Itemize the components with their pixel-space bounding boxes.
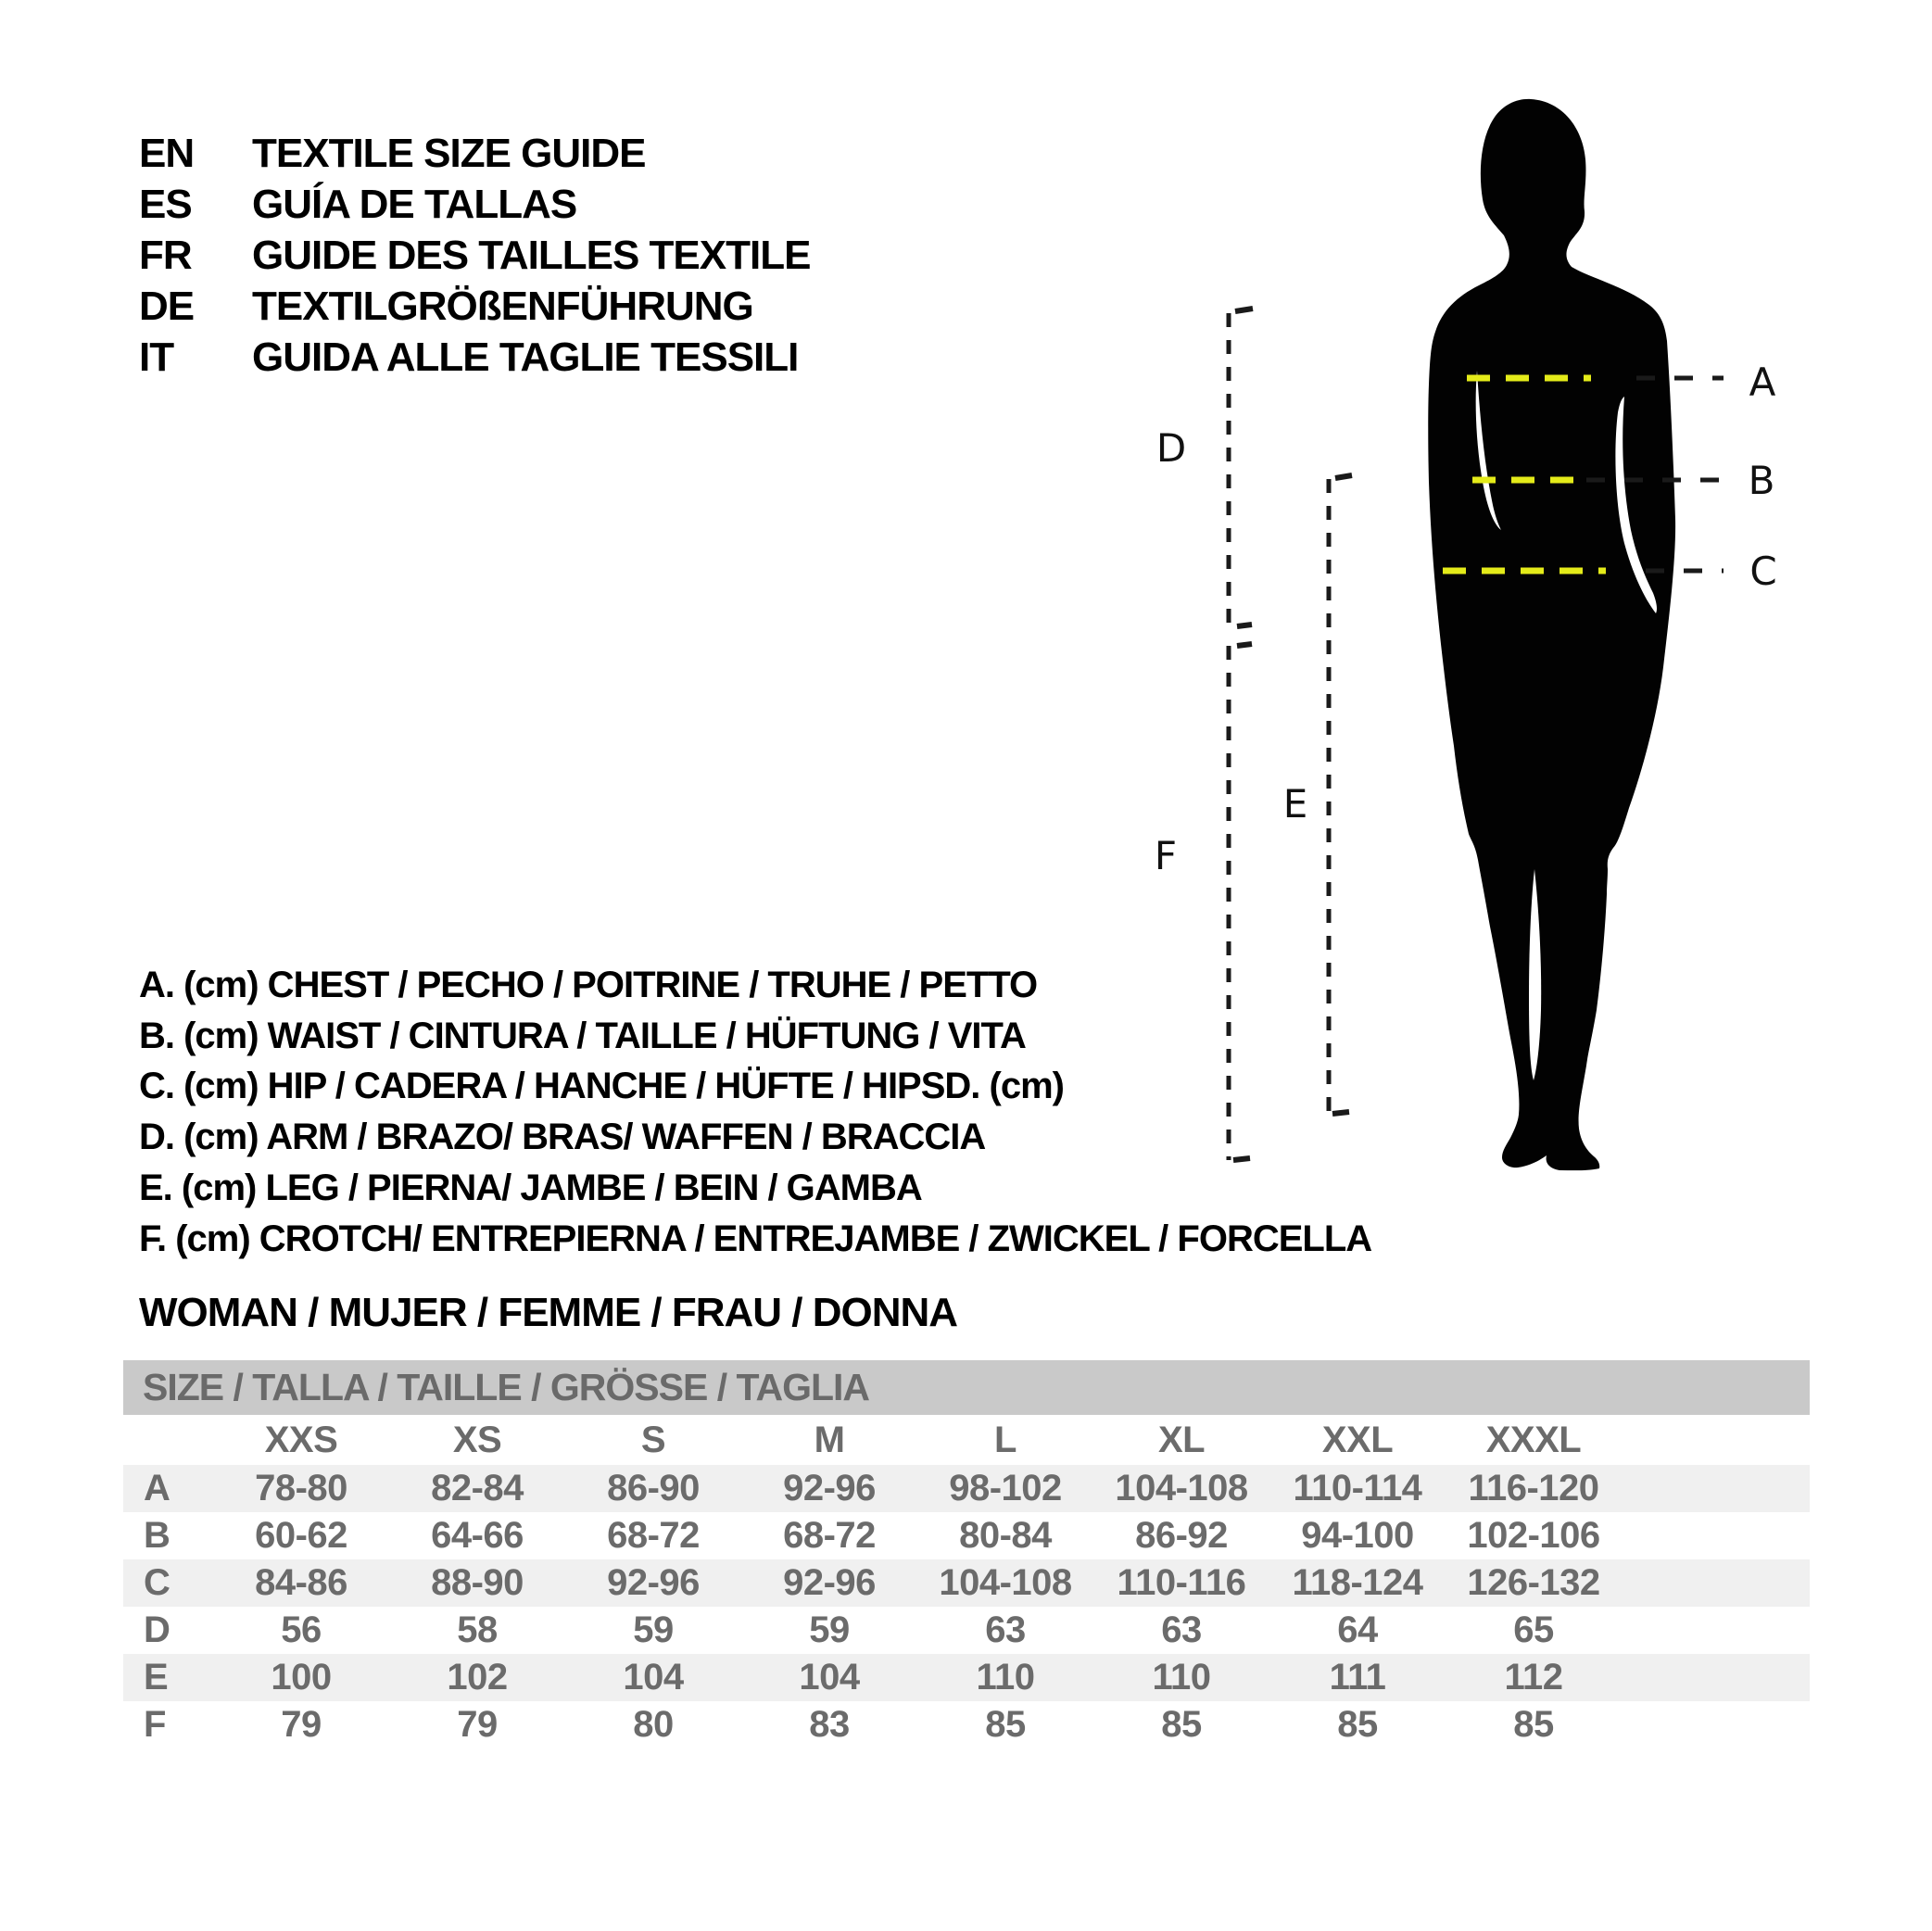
- legend-item: C. (cm) HIP / CADERA / HANCHE / HÜFTE / HIPSD. (cm): [139, 1066, 1064, 1107]
- label-crotch: F: [1154, 833, 1178, 878]
- label-arm: D: [1155, 425, 1187, 471]
- measurement-value: 111: [1329, 1657, 1386, 1698]
- language-row: [139, 179, 810, 230]
- legend-item: F. (cm) CROTCH/ ENTREPIERNA / ENTREJAMBE / ZWICKEL / FORCELLA: [139, 1218, 1372, 1259]
- measurement-value: 110: [1152, 1657, 1211, 1698]
- language-row: [139, 230, 810, 281]
- measurement-value: 104-108: [939, 1562, 1072, 1603]
- size-table: [123, 1360, 1810, 1748]
- measurement-value: 112: [1504, 1657, 1563, 1698]
- measurement-value: 78-80: [255, 1468, 347, 1508]
- measurement-value: 79: [281, 1704, 322, 1745]
- measurement-value: 126-132: [1467, 1562, 1600, 1603]
- measurement-value: 80: [633, 1704, 674, 1745]
- measurement-value: 60-62: [255, 1515, 347, 1556]
- language-row: [139, 281, 810, 332]
- vertical-measure-lines: [1229, 313, 1329, 1160]
- gender-heading: WOMAN / MUJER / FEMME / FRAU / DONNA: [139, 1290, 958, 1335]
- measurement-value: 63: [1161, 1609, 1202, 1650]
- language-code: FR: [139, 233, 192, 278]
- measurement-value: 98-102: [949, 1468, 1062, 1508]
- measurement-value: 82-84: [431, 1468, 524, 1508]
- guide-title: GUIDE DES TAILLES TEXTILE: [252, 233, 811, 278]
- measurement-value: 59: [809, 1609, 850, 1650]
- table-row: [123, 1654, 1810, 1701]
- measurement-value: 92-96: [607, 1562, 700, 1603]
- size-table-title: SIZE / TALLA / TAILLE / GRÖSSE / TAGLIA: [143, 1366, 870, 1408]
- legend-item: E. (cm) LEG / PIERNA/ JAMBE / BEIN / GAMBA: [139, 1167, 922, 1208]
- measurement-value: 102: [447, 1657, 508, 1698]
- size-header: S: [640, 1419, 666, 1460]
- guide-title: GUÍA DE TALLAS: [252, 182, 577, 227]
- label-waist: B: [1748, 458, 1775, 503]
- measurement-value: 85: [1513, 1704, 1554, 1745]
- language-code: DE: [139, 284, 195, 329]
- measurement-value: 116-120: [1468, 1468, 1599, 1508]
- measurement-value: 63: [985, 1609, 1026, 1650]
- table-row: [123, 1607, 1810, 1654]
- woman-silhouette: [1428, 99, 1675, 1170]
- measurement-value: 58: [457, 1609, 498, 1650]
- size-header: XL: [1157, 1419, 1206, 1460]
- size-table-body: [123, 1415, 1810, 1748]
- measurement-value: 56: [281, 1609, 322, 1650]
- measurement-value: 110-116: [1117, 1562, 1246, 1603]
- language-code: EN: [139, 131, 195, 176]
- row-label: B: [144, 1515, 170, 1556]
- measurement-value: 64-66: [431, 1515, 524, 1556]
- legend-item: D. (cm) ARM / BRAZO/ BRAS/ WAFFEN / BRACCIA: [139, 1117, 986, 1158]
- measurement-value: 84-86: [255, 1562, 347, 1603]
- language-row: [139, 332, 810, 383]
- table-row: [123, 1701, 1810, 1748]
- measurement-value: 88-90: [431, 1562, 524, 1603]
- measurement-value: 64: [1337, 1609, 1378, 1650]
- measurement-value: 104: [799, 1657, 860, 1698]
- measurement-value: 92-96: [783, 1562, 876, 1603]
- label-chest: A: [1749, 360, 1776, 405]
- measurement-value: 110: [976, 1657, 1035, 1698]
- size-header: XXS: [264, 1419, 338, 1460]
- measurement-value: 100: [271, 1657, 332, 1698]
- language-code: ES: [139, 182, 192, 227]
- measurement-value: 104-108: [1115, 1468, 1248, 1508]
- row-label: C: [144, 1562, 170, 1603]
- measurement-value: 104: [623, 1657, 684, 1698]
- measurement-value: 68-72: [783, 1515, 876, 1556]
- measurement-diagram: [1056, 56, 1872, 1223]
- measurement-value: 80-84: [959, 1515, 1052, 1556]
- table-row: [123, 1465, 1810, 1512]
- size-table-title-band: [123, 1360, 1810, 1415]
- size-header: L: [994, 1419, 1017, 1460]
- measurement-value: 79: [457, 1704, 498, 1745]
- language-header: [139, 128, 810, 383]
- measurement-value: 85: [985, 1704, 1026, 1745]
- language-code: IT: [139, 334, 174, 380]
- measurement-value: 92-96: [783, 1468, 876, 1508]
- legend-item: B. (cm) WAIST / CINTURA / TAILLE / HÜFTUNG / VITA: [139, 1015, 1026, 1056]
- measurement-value: 68-72: [607, 1515, 700, 1556]
- measurement-value: 65: [1513, 1609, 1554, 1650]
- language-row: [139, 128, 810, 179]
- measure-ticks: [1233, 309, 1352, 1160]
- measurement-value: 83: [809, 1704, 850, 1745]
- measurement-value: 118-124: [1292, 1562, 1423, 1603]
- measurement-value: 59: [633, 1609, 674, 1650]
- row-label: E: [144, 1657, 169, 1698]
- label-leg: E: [1282, 781, 1308, 827]
- row-label: D: [144, 1609, 170, 1650]
- measurement-value: 85: [1161, 1704, 1202, 1745]
- size-header: XS: [452, 1419, 502, 1460]
- measurement-value: 102-106: [1467, 1515, 1600, 1556]
- measurement-value: 86-90: [607, 1468, 700, 1508]
- measurement-value: 86-92: [1135, 1515, 1228, 1556]
- measurement-value: 85: [1337, 1704, 1378, 1745]
- row-label: F: [144, 1704, 166, 1745]
- label-hip: C: [1749, 549, 1777, 594]
- measurement-value: 94-100: [1301, 1515, 1414, 1556]
- table-row: [123, 1512, 1810, 1559]
- size-header: XXXL: [1485, 1419, 1582, 1460]
- size-header: XXL: [1321, 1419, 1394, 1460]
- legend-item: A. (cm) CHEST / PECHO / POITRINE / TRUHE / PETTO: [139, 965, 1038, 1005]
- guide-title: GUIDA ALLE TAGLIE TESSILI: [252, 334, 799, 380]
- row-label: A: [144, 1468, 170, 1508]
- guide-title: TEXTILE SIZE GUIDE: [252, 131, 646, 176]
- guide-title: TEXTILGRÖßENFÜHRUNG: [252, 284, 753, 329]
- table-row: [123, 1559, 1810, 1607]
- size-header: M: [814, 1419, 845, 1460]
- size-header-row: [123, 1415, 1810, 1465]
- measurement-value: 110-114: [1293, 1468, 1422, 1508]
